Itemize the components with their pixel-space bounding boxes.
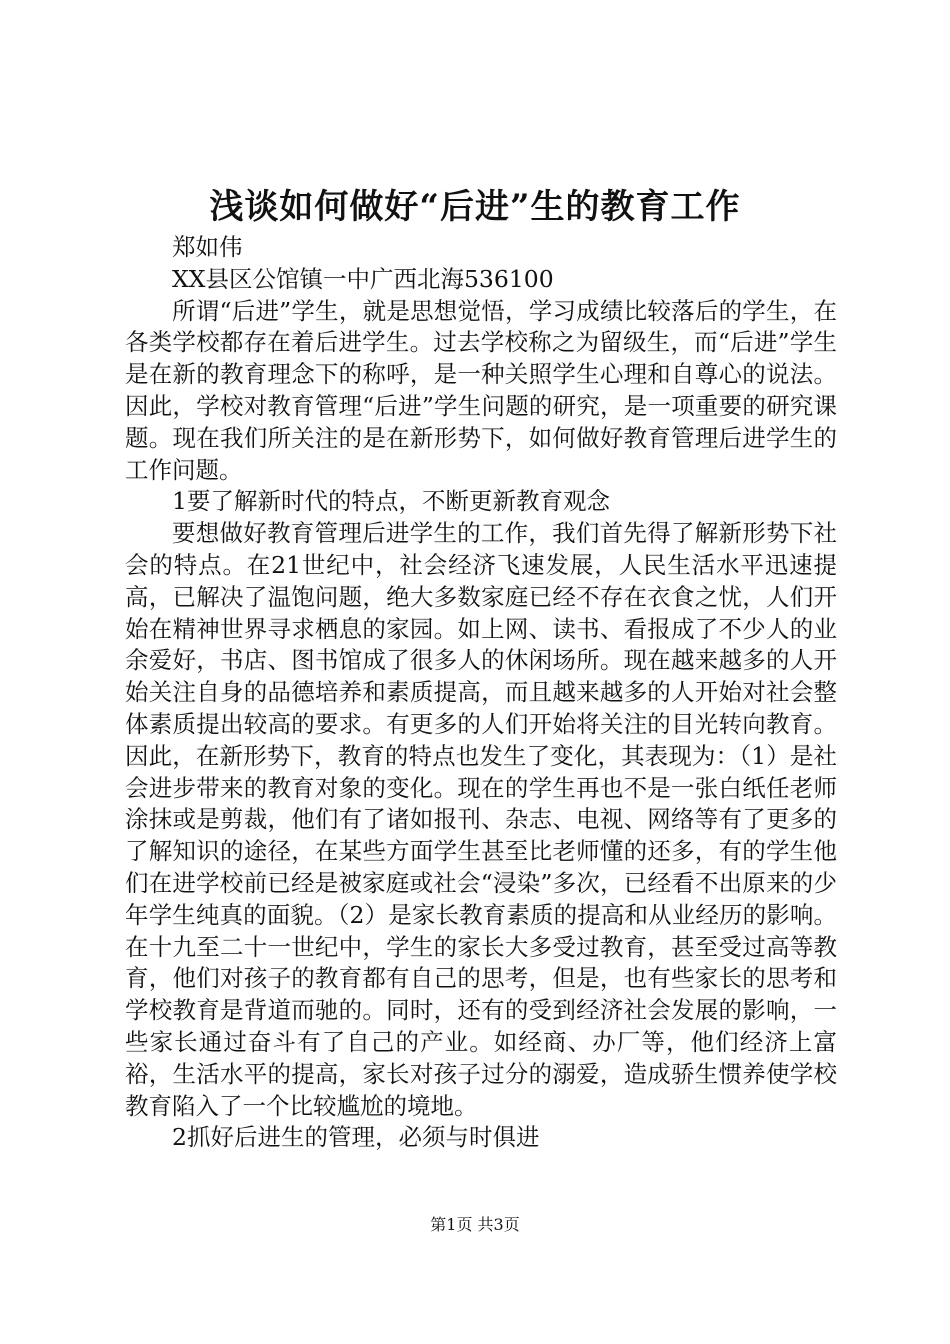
affiliation-line: XX县区公馆镇一中广西北海536100 <box>172 264 554 293</box>
document-body <box>125 232 837 1154</box>
document-title: 浅谈如何做好“后进”生的教育工作 <box>209 187 741 227</box>
page-footer: 第1页 共3页 <box>430 1215 520 1234</box>
section-heading-2: 2抓好后进生的管理，必须与时俱进 <box>172 1123 540 1152</box>
section-heading-1: 1要了解新时代的特点，不断更新教育观念 <box>172 487 610 516</box>
paragraph-section-1: 要想做好教育管理后进学生的工作，我们首先得了解新形势下社会的特点。在21世纪中，社会经济飞速发展，人民生活水平迅速提高，已解决了温饱问题，绝大多数家庭已经不存在衣食之忧，人们开始在精神世界寻求栖息的家园。如上网、读书、看报成了不少人的业余爱好，书店、图书馆成了很多人的休闲场所。现在越来越多的人开始关注自身的品德培养和素质提高，而且越来越多的人开始对社会整体素质提出较高的要求。有更多的人们开始将关注的目光转向教育。因此，在新形势下，教育的特点也发生了变化，其表现为：（1）是社会进步带来的教育对象的变化。现在的学生再也不是一张白纸任老师涂抹或是剪裁，他们有了诸如报刊、杂志、电视、网络等有了更多的了解知识的途径，在某些方面学生甚至比老师懂的还多，有的学生他们在进学校前已经是被家庭或社会“浸染”多次，已经看不出原来的少年学生纯真的面貌。（2）是家长教育素质的提高和从业经历的影响。在十九至二十一世纪中，学生的家长大多受过教育，甚至受过高等教育，他们对孩子的教育都有自己的思考，但是，也有些家长的思考和学校教育是背道而驰的。同时，还有的受到经济社会发展的影响，一些家长通过奋斗有了自己的产业。如经商、办厂等，他们经济上富裕，生活水平的提高，家长对孩子过分的溺爱，造成骄生惯养使学校教育陷入了一个比较尴尬的境地。 <box>125 519 837 1120</box>
author-line: 郑如伟 <box>172 233 243 261</box>
paragraph-intro: 所谓“后进”学生，就是思想觉悟，学习成绩比较落后的学生，在各类学校都存在着后进学生。过去学校称之为留级生，而“后进”学生是在新的教育理念下的称呼，是一种关照学生心理和自尊心的说法。因此，学校对教育管理“后进”学生问题的研究，是一项重要的研究课题。现在我们所关注的是在新形势下，如何做好教育管理后进学生的工作问题。 <box>125 296 837 484</box>
